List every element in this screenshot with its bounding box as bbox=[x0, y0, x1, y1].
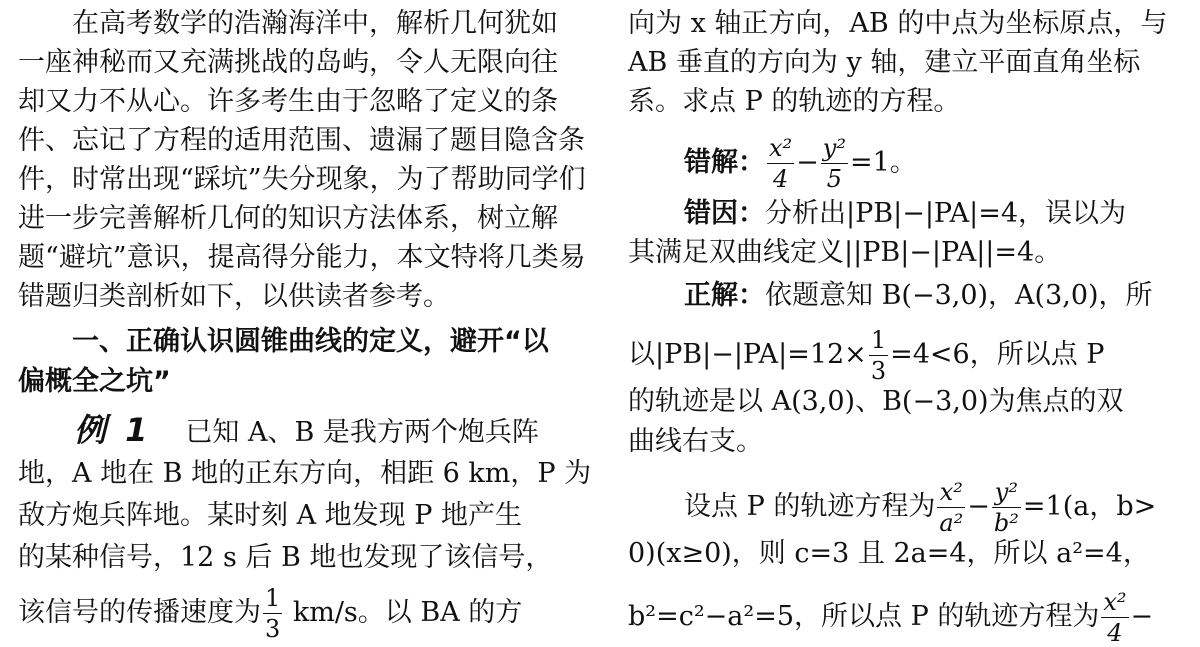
correct-line: 正解：依题意知 B(−3,0)，A(3,0)，所 bbox=[684, 280, 1153, 311]
text-line: 向为 x 轴正方向，AB 的中点为坐标原点，与 bbox=[628, 8, 1168, 39]
fraction: $\frac{1}{3}$ bbox=[870, 326, 887, 385]
setup-line: 设点 P 的轨迹方程为 $\frac{\text{x²}}{\text{a²}}$ − $\frac{\text{y²}}{\text{b²}}$ =1(a，b> bbox=[684, 478, 1157, 537]
cause-line: 错因：分析出|PB|−|PA|=4，误以为 bbox=[684, 198, 1127, 229]
fraction: $\frac{\text{y²}}{5}$ bbox=[822, 134, 846, 193]
section-heading-cont: 偏概全之坑” bbox=[18, 366, 171, 397]
intro-line: 进一步完善解析几何的知识方法体系，树立解 bbox=[18, 203, 558, 234]
intro-line: 件，时常出现“踩坑”失分现象，为了帮助同学们 bbox=[18, 164, 586, 195]
example-line: 敌方炮兵阵地。某时刻 A 地发现 P 地产生 bbox=[18, 500, 522, 531]
example-line: 的某种信号，12 s 后 B 地也发现了该信号， bbox=[18, 542, 553, 573]
correct-line: 曲线右支。 bbox=[628, 426, 763, 457]
cause-line: 其满足双曲线定义||PB|−|PA||=4。 bbox=[628, 237, 1062, 268]
intro-line: 却又力不从心。许多考生由于忽略了定义的条 bbox=[18, 86, 558, 117]
example-first-line bbox=[18, 410, 570, 453]
condition-line: 0)(x≥0)，则 c=3 且 2a=4，所以 a²=4， bbox=[628, 538, 1150, 569]
cause-label: 错因： bbox=[684, 198, 765, 229]
intro-line: 错题归类剖析如下，以供读者参考。 bbox=[18, 281, 450, 312]
fraction: $\frac{\text{x²}}{4}$ bbox=[769, 134, 793, 193]
fraction: $\frac{\text{y²}}{\text{b²}}$ bbox=[993, 478, 1019, 537]
wrong-solution: 错解： $\frac{\text{x²}}{4}$ − $\frac{\text{y²}}{5}$ =1。 bbox=[684, 134, 917, 193]
intro-line: 一座神秘而又充满挑战的岛屿，令人无限向往 bbox=[18, 47, 558, 78]
example-label: 例 1 bbox=[74, 411, 152, 449]
fraction: $\frac{1}{3}$ bbox=[265, 584, 281, 643]
example-text: 已知 A、B 是我方两个炮兵阵 bbox=[185, 417, 539, 448]
section-heading: 一、正确认识圆锥曲线的定义，避开“以 bbox=[18, 326, 549, 357]
correct-label: 正解： bbox=[684, 280, 765, 311]
intro-line: 件、忘记了方程的适用范围、遗漏了题目隐含条 bbox=[18, 125, 585, 156]
example-line: 地，A 地在 B 地的正东方向，相距 6 km，P 为 bbox=[18, 458, 592, 489]
text-line: AB 垂直的方向为 y 轴，建立平面直角坐标 bbox=[628, 47, 1141, 78]
text-line: 系。求点 P 的轨迹的方程。 bbox=[628, 86, 961, 117]
correct-line: 以|PB|−|PA|=12× $\frac{1}{3}$ =4<6，所以点 P bbox=[628, 326, 1105, 385]
fraction: $\frac{\text{x²}}{\text{a²}}$ bbox=[939, 478, 964, 537]
intro-line: 题“避坑”意识，提高得分能力，本文特将几类易 bbox=[18, 242, 586, 273]
correct-line: 的轨迹是以 A(3,0)、B(−3,0)为焦点的双 bbox=[628, 386, 1124, 417]
example-line-speed: 该信号的传播速度为 $\frac{1}{3}$ km/s。以 BA 的方 bbox=[18, 584, 523, 643]
result-line: b²=c²−a²=5，所以点 P 的轨迹方程为 $\frac{\text{x²}}{4}$ − bbox=[628, 588, 1154, 647]
intro-line: 在高考数学的浩瀚海洋中，解析几何犹如 bbox=[18, 8, 558, 39]
fraction: $\frac{\text{x²}}{4}$ bbox=[1103, 588, 1127, 647]
wrong-label: 错解： bbox=[684, 147, 765, 178]
